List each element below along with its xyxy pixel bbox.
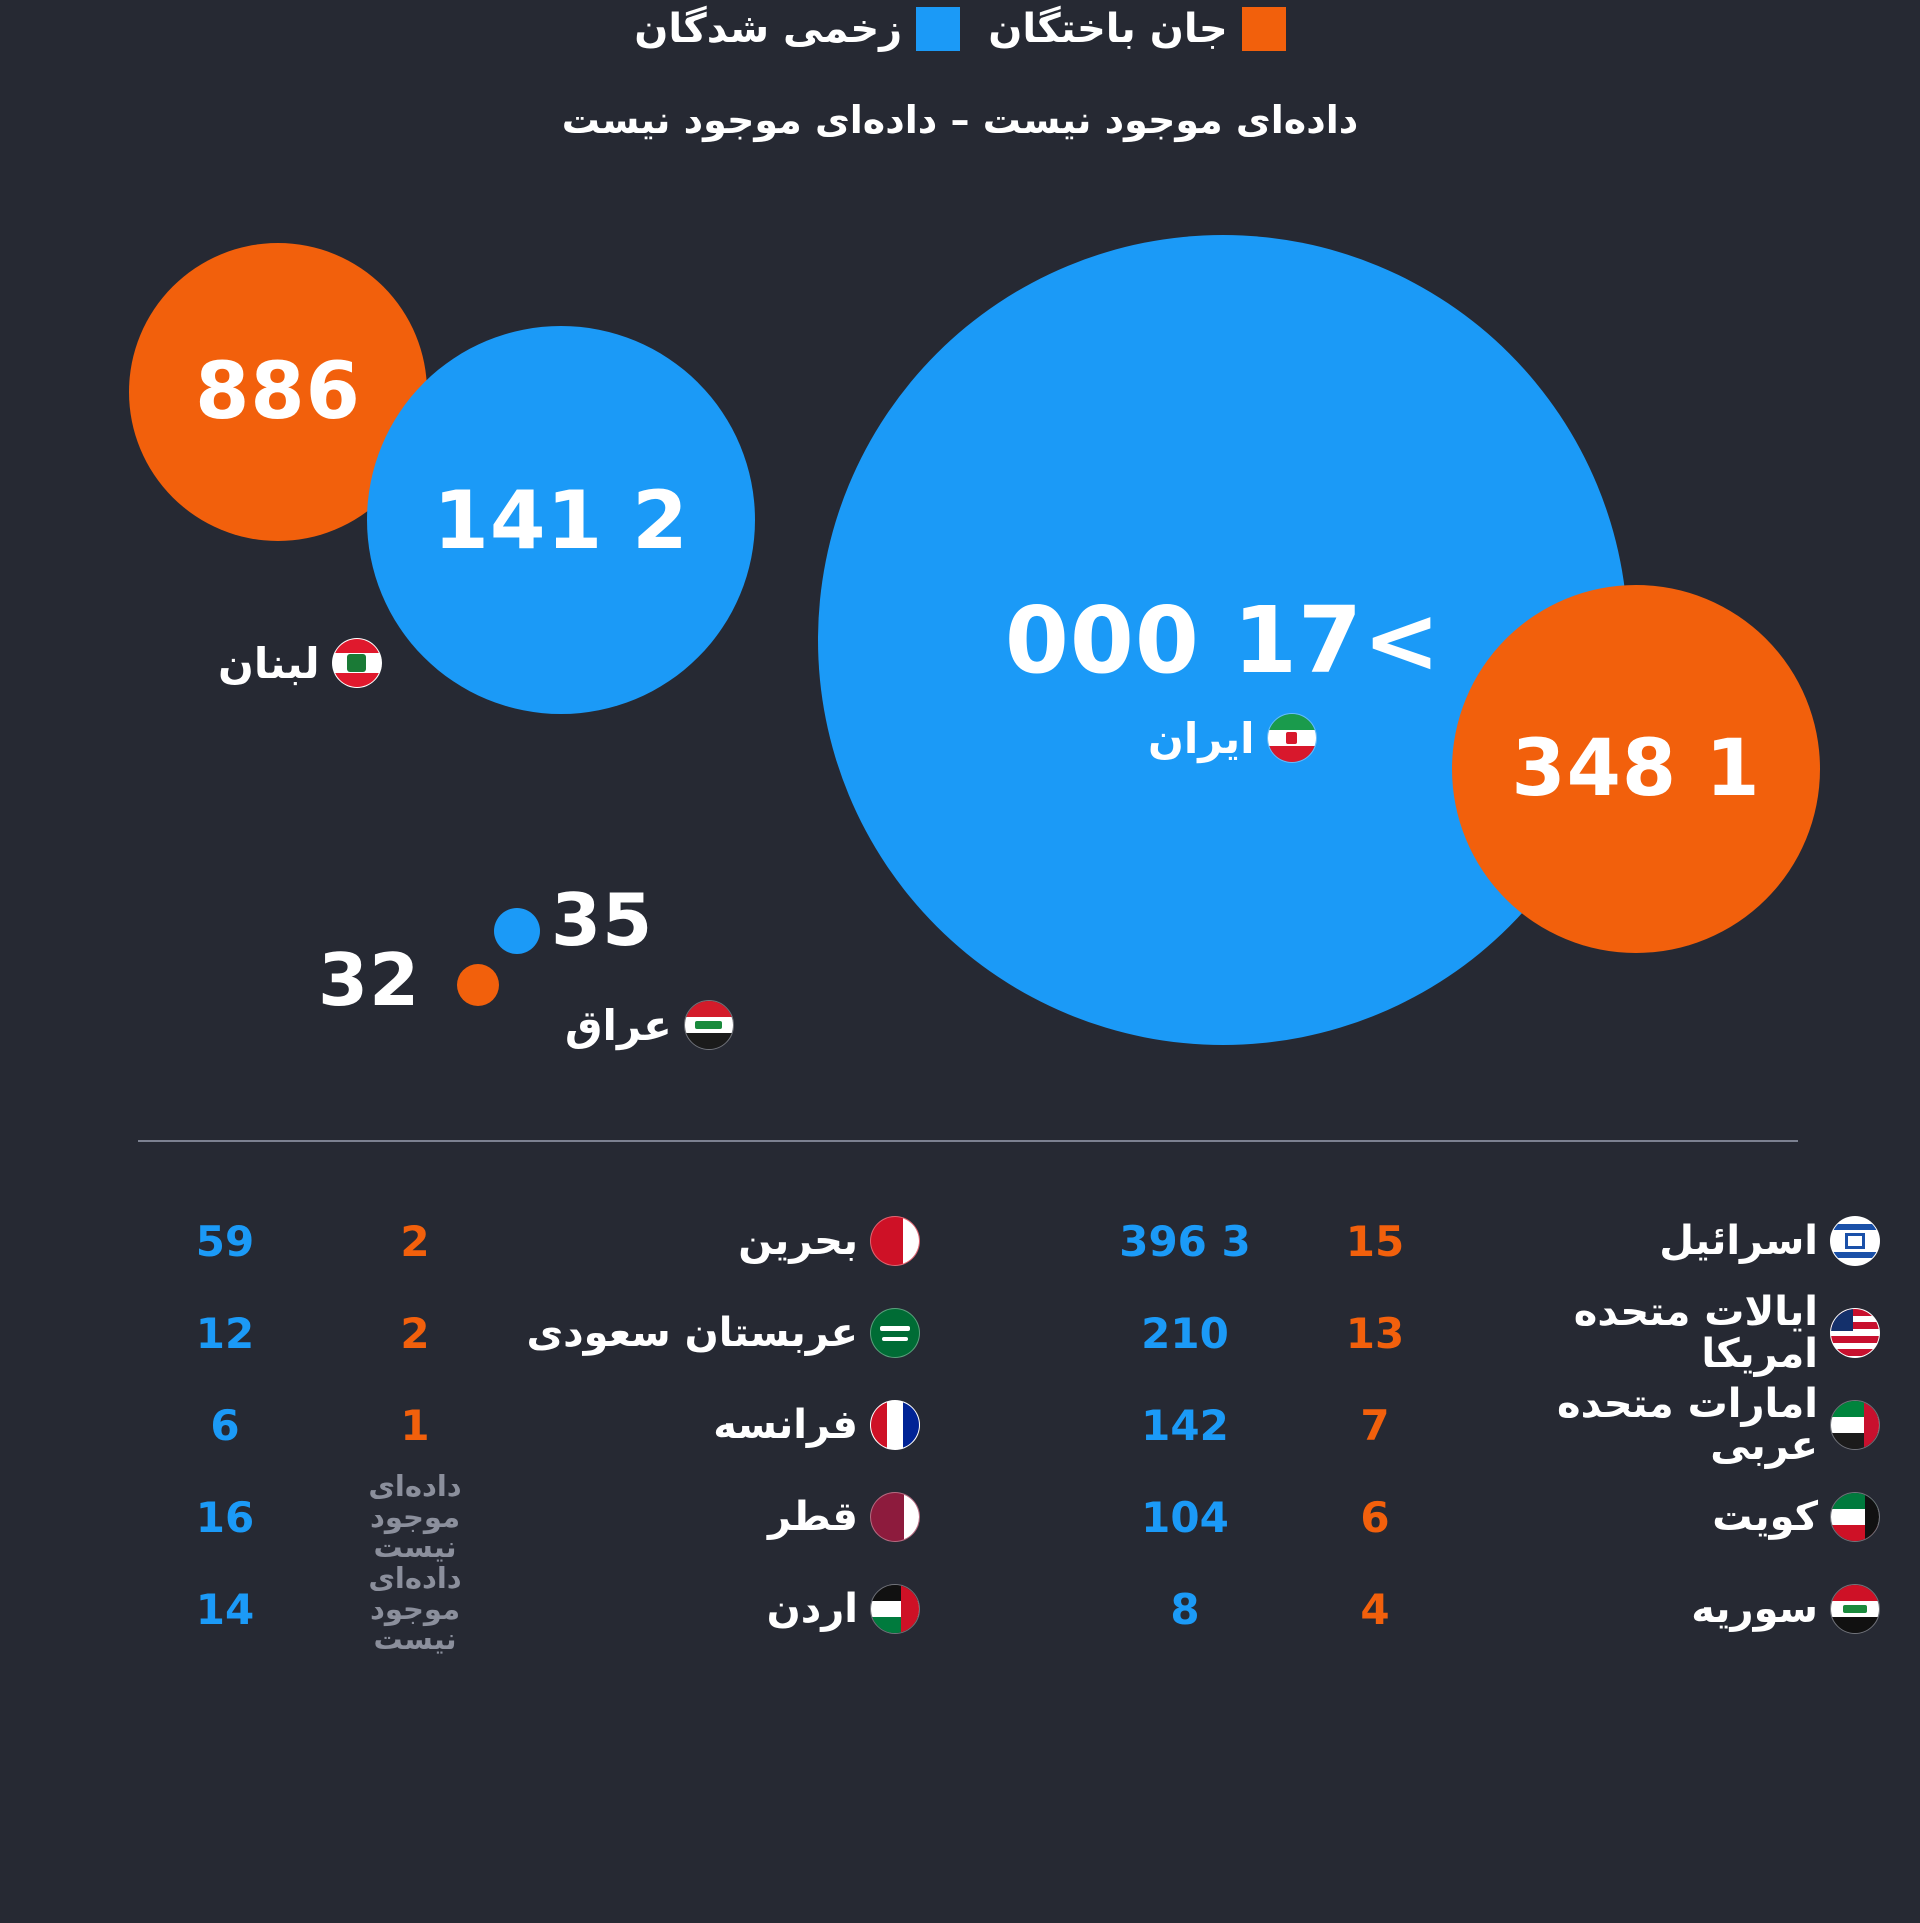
bubble-iraq-injured-value: 35 bbox=[551, 878, 654, 962]
bubble-lebanon-injured-value: 2 141 bbox=[433, 473, 689, 567]
flag-usa-icon bbox=[1830, 1308, 1880, 1358]
country-table bbox=[0, 1195, 1920, 1655]
table-injured-value: 14 bbox=[195, 1584, 255, 1634]
bubble-country-lebanon: لبنان bbox=[218, 638, 320, 688]
table-row bbox=[1000, 1379, 1880, 1471]
blue-square-icon bbox=[916, 7, 960, 51]
table-injured-value: 8 bbox=[1170, 1584, 1200, 1634]
table-killed-value: 1 bbox=[400, 1400, 430, 1450]
table-killed-value: 6 bbox=[1360, 1492, 1390, 1542]
table-country-label: اردن bbox=[766, 1586, 858, 1632]
bubble-iraq-killed-value: 32 bbox=[318, 938, 421, 1022]
bubble-label-lebanon bbox=[218, 638, 382, 688]
legend-item-injured bbox=[634, 6, 960, 52]
table-killed-value: 15 bbox=[1345, 1216, 1405, 1266]
flag-lebanon-icon bbox=[332, 638, 382, 688]
table-country-uae bbox=[1460, 1383, 1880, 1467]
legend-label-injured: زخمی شدگان bbox=[634, 6, 903, 52]
section-divider bbox=[138, 1140, 1798, 1142]
bubble-iraq-injured-label bbox=[551, 878, 653, 962]
table-killed-value: 13 bbox=[1345, 1308, 1405, 1358]
table-country-qatar bbox=[500, 1492, 920, 1542]
flag-israel-icon bbox=[1830, 1216, 1880, 1266]
table-country-label: ایالات متحده امریکا bbox=[1573, 1289, 1818, 1377]
table-country-kuwait bbox=[1460, 1492, 1880, 1542]
table-killed-value: 2 bbox=[400, 1216, 430, 1266]
flag-uae-icon bbox=[1830, 1400, 1880, 1450]
table-killed-value: داده‌ای موجود نیست bbox=[368, 1561, 462, 1657]
flag-bahrain-icon bbox=[870, 1216, 920, 1266]
table-country-israel bbox=[1460, 1216, 1880, 1266]
chart-legend bbox=[0, 6, 1920, 52]
flag-kuwait-icon bbox=[1830, 1492, 1880, 1542]
bubble-chart-area bbox=[0, 200, 1920, 1120]
table-country-label: بحرین bbox=[738, 1218, 858, 1264]
flag-qatar-icon bbox=[870, 1492, 920, 1542]
table-country-syria bbox=[1460, 1584, 1880, 1634]
bubble-lebanon-killed-value: 886 bbox=[195, 347, 361, 437]
table-row bbox=[1000, 1471, 1880, 1563]
table-country-label: قطر bbox=[767, 1494, 858, 1540]
table-killed-value: 2 bbox=[400, 1308, 430, 1358]
bubble-lebanon-injured bbox=[367, 326, 755, 714]
flag-syria-icon bbox=[1830, 1584, 1880, 1634]
table-injured-value: 142 bbox=[1141, 1400, 1229, 1450]
table-row bbox=[1000, 1287, 1880, 1379]
table-country-label: کویت bbox=[1712, 1494, 1818, 1540]
bubble-iran-injured-value: >17 000 bbox=[1004, 586, 1442, 694]
table-injured-value: 104 bbox=[1141, 1492, 1229, 1542]
bubble-iraq-killed bbox=[457, 964, 499, 1006]
table-country-label: سوریه bbox=[1691, 1586, 1818, 1632]
no-data-note: داده‌ای موجود نیست – داده‌ای موجود نیست bbox=[561, 98, 1359, 142]
bubble-iran-killed bbox=[1452, 585, 1820, 953]
table-country-usa bbox=[1460, 1291, 1880, 1375]
table-row bbox=[40, 1563, 920, 1655]
table-country-label: عربستان سعودی bbox=[526, 1310, 858, 1356]
bubble-country-iraq: عراق bbox=[565, 1000, 672, 1050]
table-row bbox=[1000, 1563, 1880, 1655]
bubble-country-iran: ایران bbox=[1148, 713, 1255, 763]
table-country-jordan bbox=[500, 1584, 920, 1634]
table-row bbox=[40, 1379, 920, 1471]
legend-item-killed bbox=[988, 6, 1286, 52]
table-country-france bbox=[500, 1400, 920, 1450]
bubble-label-iraq bbox=[565, 1000, 734, 1050]
table-row bbox=[40, 1195, 920, 1287]
bubble-iraq-injured bbox=[494, 908, 540, 954]
table-column-left bbox=[0, 1195, 960, 1655]
table-country-label: امارات متحده عربی bbox=[1557, 1381, 1818, 1469]
table-injured-value: 3 396 bbox=[1119, 1216, 1251, 1266]
bubble-label-iran bbox=[1148, 713, 1317, 763]
legend-label-killed: جان باختگان bbox=[988, 6, 1228, 52]
flag-iraq-icon bbox=[684, 1000, 734, 1050]
table-row bbox=[1000, 1195, 1880, 1287]
table-killed-value: 4 bbox=[1360, 1584, 1390, 1634]
table-injured-value: 59 bbox=[195, 1216, 255, 1266]
orange-square-icon bbox=[1242, 7, 1286, 51]
table-injured-value: 12 bbox=[195, 1308, 255, 1358]
flag-france-icon bbox=[870, 1400, 920, 1450]
table-row bbox=[40, 1287, 920, 1379]
bubble-iraq-killed-label bbox=[318, 938, 420, 1022]
table-injured-value: 6 bbox=[210, 1400, 240, 1450]
bubble-iran-killed-value: 1 348 bbox=[1511, 724, 1761, 814]
flag-jordan-icon bbox=[870, 1584, 920, 1634]
flag-saudi-arabia-icon bbox=[870, 1308, 920, 1358]
table-country-bahrain bbox=[500, 1216, 920, 1266]
table-country-saudi-arabia bbox=[500, 1308, 920, 1358]
table-country-label: اسرائیل bbox=[1659, 1218, 1818, 1264]
table-killed-value: داده‌ای موجود نیست bbox=[368, 1469, 462, 1565]
table-injured-value: 210 bbox=[1141, 1308, 1229, 1358]
table-injured-value: 16 bbox=[195, 1492, 255, 1542]
table-country-label: فرانسه bbox=[713, 1402, 858, 1448]
table-row bbox=[40, 1471, 920, 1563]
flag-iran-icon bbox=[1267, 713, 1317, 763]
table-killed-value: 7 bbox=[1360, 1400, 1390, 1450]
table-column-right bbox=[960, 1195, 1920, 1655]
